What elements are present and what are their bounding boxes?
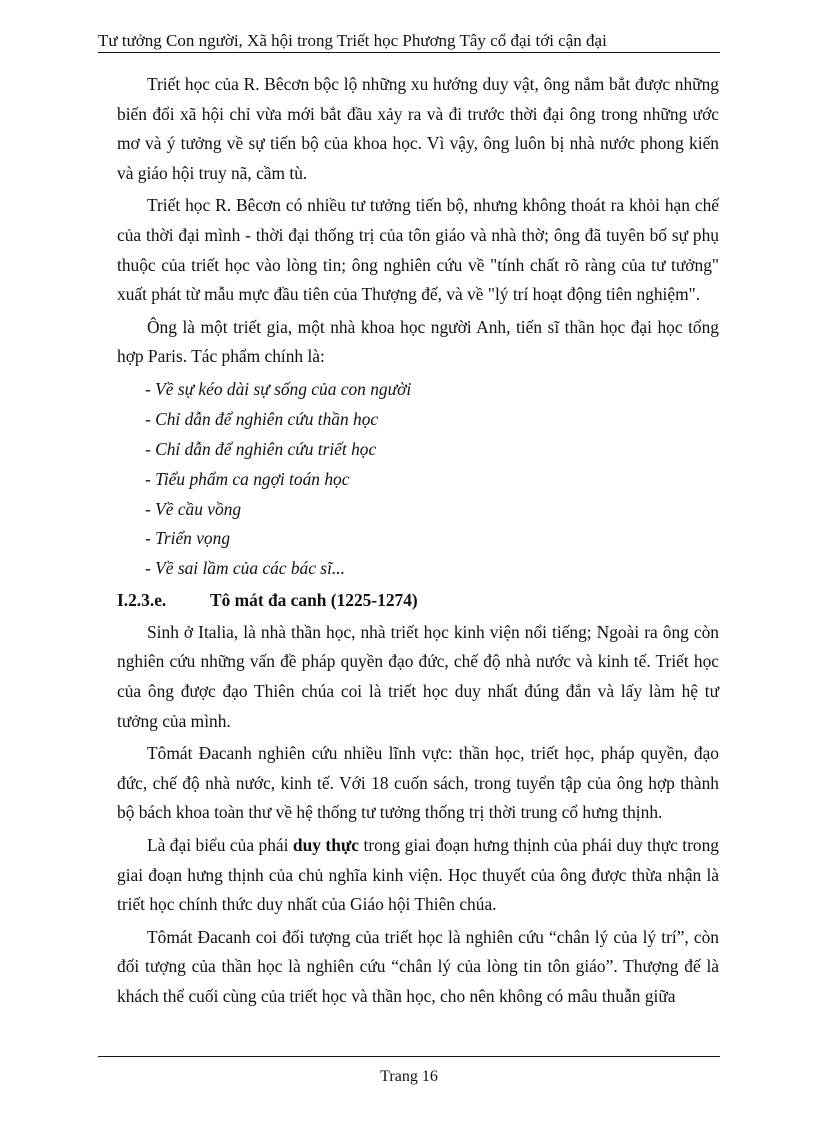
page-footer: [98, 1056, 720, 1087]
paragraph-aquinas-truth: Tômát Đacanh coi đối tượng của triết học là nghiên cứu “chân lý của lý trí”, còn đối tượng của thần học là nghiên cứu “chân lý của lòng tin tôn giáo”. Thượng đế là khách thể cuối cùng của triết học và thần học, cho nên không có mâu thuẫn giữa: [117, 926, 719, 1006]
list-item: - Về sự kéo dài sự sống của con người: [145, 378, 412, 399]
realism-text-before: Là đại biểu của phái: [147, 835, 293, 856]
document-title: Tư tưởng Con người, Xã hội trong Triết học Phương Tây cổ đại tới cận đại: [98, 31, 607, 50]
list-item: - Chỉ dẫn để nghiên cứu thần học: [145, 408, 379, 429]
paragraph-bacon-materialism: Triết học của R. Bêcơn bộc lộ những xu hướng duy vật, ông nắm bắt được những biến đổi xã hội chỉ vừa mới bắt đầu xảy ra và đi trước thời đại ông trong những ước mơ và ý tưởng về sự tiến bộ của khoa học. Vì vậy, ông luôn bị nhà nước phong kiến và giáo hội truy nã, cầm tù.: [117, 74, 719, 183]
works-list: [117, 375, 719, 584]
page-body: [117, 70, 719, 1015]
realism-text-after: trong giai đoạn hưng thịnh của phái duy thực trong giai đoạn hưng thịnh của chủ nghĩa kinh viện. Học thuyết của ông được thừa nhận là triết học chính thức duy nhất của Giáo hội Thiên chúa.: [117, 835, 720, 915]
list-item: - Triển vọng: [145, 528, 231, 549]
section-title: Tô mát đa canh (1225-1274): [210, 590, 418, 611]
list-item: - Về sai lầm của các bác sĩ...: [145, 558, 345, 579]
section-number: I.2.3.e.: [117, 590, 167, 611]
list-item: - Chỉ dẫn để nghiên cứu triết học: [145, 438, 377, 459]
realism-bold-term: duy thực: [292, 835, 360, 856]
paragraph-aquinas-intro: Sinh ở Italia, là nhà thần học, nhà triết học kinh viện nổi tiếng; Ngoài ra ông còn nghiên cứu những vấn đề pháp quyền đạo đức, chế độ nhà nước và kinh tế. Triết học của ông được đạo Thiên chúa coi là triết học duy nhất đúng đắn và lấy làm hệ tư tưởng của mình.: [117, 621, 719, 731]
paragraph-aquinas-fields: Tômát Đacanh nghiên cứu nhiều lĩnh vực: thần học, triết học, pháp quyền, đạo đức, chế độ nhà nước, kinh tế. Với 18 cuốn sách, trong tuyển tập của ông hợp thành bộ bách khoa toàn thư về hệ thống tư tưởng thống trị thời trung cổ hưng thịnh.: [117, 743, 719, 823]
list-item: - Về cầu vồng: [145, 498, 242, 519]
section-heading: [117, 586, 719, 616]
paragraph-bacon-bio: Ông là một triết gia, một nhà khoa học người Anh, tiến sĩ thần học đại học tổng hợp Paris. Tác phẩm chính là:: [117, 316, 719, 367]
paragraph-bacon-limits: Triết học R. Bêcơn có nhiều tư tưởng tiến bộ, nhưng không thoát ra khỏi hạn chế của thời đại mình - thời đại thống trị của tôn giáo và nhà thờ; ông đã tuyên bố sự phụ thuộc của triết học vào lòng tin; ông nghiên cứu về "tính chất rõ ràng của tư tưởng" xuất phát từ mẫu mực đầu tiên của Thượng đế, và về "lý trí hoạt động tiên nghiệm".: [117, 195, 719, 305]
page-header: [98, 30, 720, 53]
list-item: - Tiểu phẩm ca ngợi toán học: [145, 468, 350, 489]
paragraph-aquinas-realism: [117, 831, 719, 920]
page-number: Trang 16: [380, 1068, 438, 1085]
